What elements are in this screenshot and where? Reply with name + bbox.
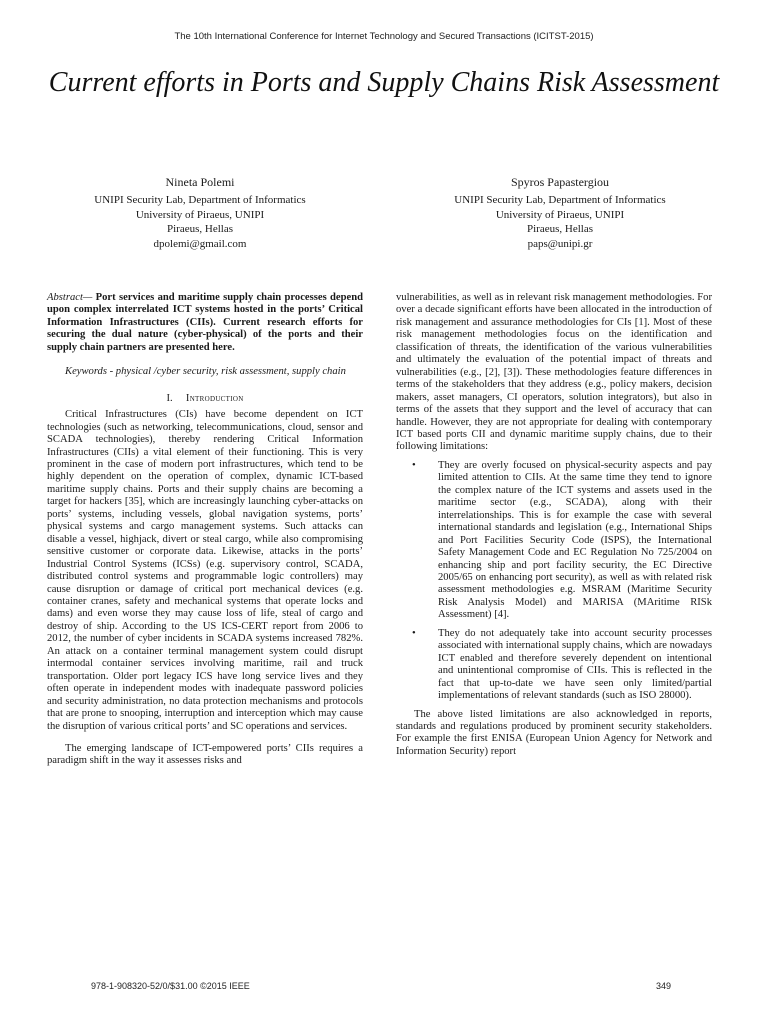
list-item xyxy=(412,627,712,703)
author-lab: UNIPI Security Lab, Department of Informatics xyxy=(94,194,306,207)
limitations-list xyxy=(396,460,712,703)
author-name: Nineta Polemi xyxy=(165,175,235,189)
bullet-icon: • xyxy=(412,627,416,639)
section-number: I. xyxy=(166,392,173,404)
paper-title: Current efforts in Ports and Supply Chains Risk Assessment xyxy=(48,67,720,98)
section-heading xyxy=(47,393,363,405)
list-item-text: They are overly focused on physical-security aspects and pay limited attention to CIIs. At the same time they tend to ignore the complex nature of the ICT systems and assets used in the maritime sector (e.g., SCADA), along with their interrelationships. This is for example the case with several international standards and legislation (e.g., International Ships and Port Facilities Security Code (ISPS), the International Safety Management Code and EC Regulation No 725/2004 on enhancing ship and port facility security, the EC Directive 2005/65 on enhancing port security), as well as with related risk assessment methodologies e.g. MSRAM (Maritime Security Risk Analysis Model) and MARISA (MAritime RISk Assessment) [4]. xyxy=(438,459,712,621)
abstract-label: Abstract— xyxy=(47,292,93,303)
left-column xyxy=(47,292,363,768)
author-email: dpolemi@gmail.com xyxy=(153,237,247,250)
author-lab: UNIPI Security Lab, Department of Informatics xyxy=(454,194,666,207)
abstract-text: Port services and maritime supply chain processes depend upon complex interrelated ICT systems hosted in the ports’ Critical Information Infrastructures (CIIs). Current research efforts for securing the dual nature (cyber-physical) of the ports and their supply chain partners are presented here. xyxy=(47,292,363,353)
list-item xyxy=(412,459,712,622)
page-number: 349 xyxy=(656,981,672,991)
author-block-1 xyxy=(50,175,350,251)
abstract xyxy=(47,292,363,354)
author-city: Piraeus, Hellas xyxy=(167,223,233,236)
author-university: University of Piraeus, UNIPI xyxy=(135,208,265,221)
right-column xyxy=(396,292,712,758)
keywords: Keywords - physical /cyber security, risk assessment, supply chain xyxy=(65,366,346,378)
section-title: Introduction xyxy=(185,392,244,404)
body-paragraph-continued: vulnerabilities, as well as in relevant risk management methodologies. For over a decade significant efforts have been allocated in the introduction of risk management and assurance methodologies for CIs [1]. Most of these risk management methodologies focus on the identification and classification of threats, the identification of the various vulnerabilities and ultimately the evaluation of the potential impact of threats and vulnerabilities (e.g., [2], [3]). These methodologies feature differences in terms of the stakeholders that they address (e.g., policy makers, decision makers, asset managers, CI operators, solution integrators), but also in terms of the assets that they support and the level of accuracy that can handle. However, they are not appropriate for dealing with contemporary ICT based ports CII and dynamic maritime supply chains, due to their following limitations: xyxy=(396,292,712,453)
list-item-text: They do not adequately take into account security processes associated with international supply chains, which are nowadays ICT enabled and therefore severely dependent on intentional and unintentional compromise of CIIs. This is reflected in the fact that up-to-date we have seen only limited/partial implementations of relevant standards (such as ISO 28000). xyxy=(438,627,712,702)
author-email: paps@unipi.gr xyxy=(527,237,593,250)
author-university: University of Piraeus, UNIPI xyxy=(495,208,625,221)
body-paragraph: The above listed limitations are also acknowledged in reports, standards and regulations produced by prominent security stakeholders. For example the first ENISA (European Union Agency for Network and Information Security) report xyxy=(396,708,712,757)
bullet-icon: • xyxy=(412,459,416,471)
copyright-footer: 978-1-908320-52/0/$31.00 ©2015 IEEE xyxy=(91,981,250,991)
author-city: Piraeus, Hellas xyxy=(527,223,593,236)
author-name: Spyros Papastergiou xyxy=(510,175,610,189)
conference-header: The 10th International Conference for Internet Technology and Secured Transactions (ICITST-2015) xyxy=(174,31,594,42)
intro-paragraph-1: Critical Infrastructures (CIs) have become dependent on ICT technologies (such as networking, telecommunications, cloud, sensor and SCADA technologies), thereby rendering Critical Information Infrastructures (CIIs) a vital element of their functioning. This is very prominent in the case of modern port infrastructures, which tend to be highly dependent on the operation of complex, dynamic ICT-based maritime supply chains. Ports and their supply chains are becoming a target for hackers [35], which are increasingly launching cyber-attacks on ports’ systems, including vessels, global navigation systems, ports’ physical systems and cargo management systems. Such attacks can disable a vessel, highjack, divert or steal cargo, while also compromising sensitive customer or corporate data. Likewise, attacks in the ports’ Industrial Control Systems (ICSs) (e.g. supervisory control, SCADA, distributed control systems and programmable logic controllers) may cause disruption or damage of critical port mechanical devices (e.g. container cranes, safety and mechanical systems that operate locks and dams) and even worse they may cause loss of life, steal of cargo and destroy of ship. According to the US ICS-CERT report from 2006 to 2012, the number of cyber incidents in SCADA systems increased 782%. An attack on a container terminal management system could disrupt intermodal container services involving maritime, rail and truck transportation. Older port legacy ICS have long service lives and they often operate in independent modes with inadequate password policies and security administration, no data protection mechanisms and protocols that are prone to snooping, interruption and interception which may cause the disruption of various critical ports’ and SC operations and services. xyxy=(47,409,363,732)
intro-paragraph-2: The emerging landscape of ICT-empowered ports’ CIIs requires a paradigm shift in the way it assesses risks and xyxy=(47,742,363,767)
author-block-2 xyxy=(410,175,710,251)
